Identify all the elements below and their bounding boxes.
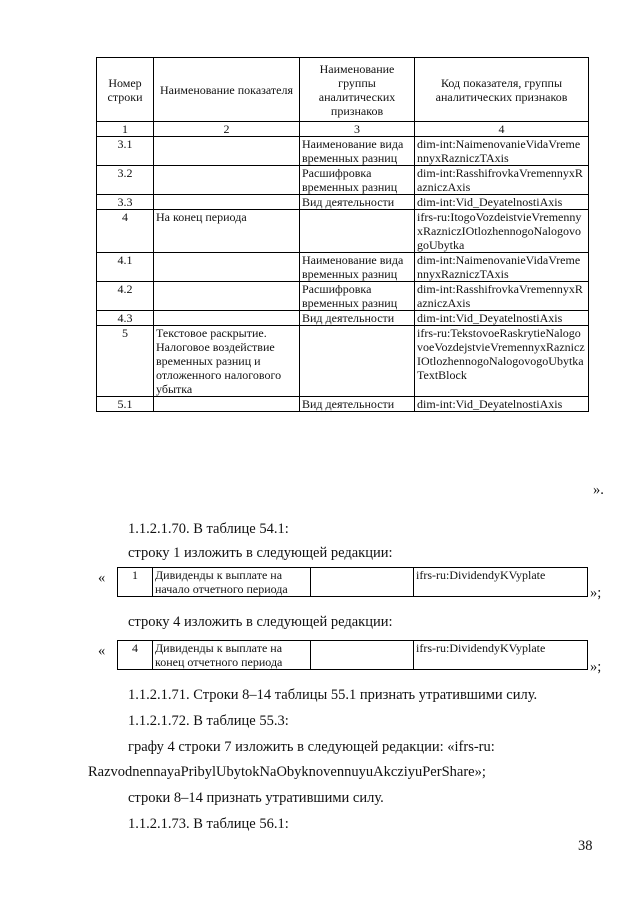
header-cell: Наименование показателя (154, 58, 300, 122)
column-number: 3 (300, 122, 415, 137)
replacement-row-1 (117, 567, 588, 597)
row-group (311, 568, 414, 597)
row-code: dim-int:Vid_DeyatelnostiAxis (415, 195, 589, 210)
row-name (154, 253, 300, 282)
table-row (97, 137, 589, 166)
closing-quote: ». (593, 482, 604, 498)
row-number: 5.1 (97, 397, 154, 412)
row-number: 4 (118, 641, 153, 670)
table-row (97, 210, 589, 253)
table-row (97, 326, 589, 397)
paragraph: 1.1.2.1.70. В таблице 54.1: (128, 521, 289, 537)
paragraph: RazvodnennayaPribylUbytokNaObyknovennuyuAkcziyuPerShare»; (88, 764, 486, 780)
opening-quote: « (98, 570, 106, 586)
row-number: 3.1 (97, 137, 154, 166)
table-row (97, 397, 589, 412)
row-code: dim-int:Vid_DeyatelnostiAxis (415, 311, 589, 326)
row-code: ifrs-ru:TekstovoeRaskrytieNalogovoeVozdejstvieVremennyxRazniczIOtlozhennogoNalogovogoUbytkaTextBlock (415, 326, 589, 397)
opening-quote: « (98, 643, 106, 659)
row-group: Расшифровка временных разниц (300, 166, 415, 195)
row-group: Наименование вида временных разниц (300, 137, 415, 166)
row-number: 4.3 (97, 311, 154, 326)
row-name: Дивиденды к выплате на начало отчетного периода (153, 568, 311, 597)
row-code: dim-int:RasshifrovkaVremennyxRazniczAxis (415, 282, 589, 311)
table-row (118, 641, 588, 670)
row-name (154, 311, 300, 326)
page-number: 38 (578, 838, 593, 854)
table-row (97, 253, 589, 282)
paragraph: строки 8–14 признать утратившими силу. (128, 790, 384, 806)
header-cell: Наименование группы аналитических признаков (300, 58, 415, 122)
row-name: Текстовое раскрытие. Налоговое воздействие временных разниц и отложенного налогового убытка (154, 326, 300, 397)
paragraph: 1.1.2.1.73. В таблице 56.1: (128, 816, 289, 832)
row-group (300, 326, 415, 397)
row-number: 4.2 (97, 282, 154, 311)
column-number-row (97, 122, 589, 137)
row-number: 3.3 (97, 195, 154, 210)
row-code: ifrs-ru:DividendyKVyplate (414, 641, 588, 670)
table-row (97, 166, 589, 195)
header-row (97, 58, 589, 122)
row-code: dim-int:NaimenovanieVidaVremennyxRazniczTAxis (415, 137, 589, 166)
header-cell: Код показателя, группы аналитических признаков (415, 58, 589, 122)
row-number: 4 (97, 210, 154, 253)
row-name (154, 397, 300, 412)
row-name: Дивиденды к выплате на конец отчетного периода (153, 641, 311, 670)
row-number: 3.2 (97, 166, 154, 195)
closing-quote: »; (590, 585, 602, 601)
paragraph: графу 4 строки 7 изложить в следующей редакции: «ifrs-ru: (128, 739, 495, 755)
row-code: dim-int:NaimenovanieVidaVremennyxRazniczTAxis (415, 253, 589, 282)
header-cell: Номер строки (97, 58, 154, 122)
column-number: 4 (415, 122, 589, 137)
row-code: ifrs-ru:DividendyKVyplate (414, 568, 588, 597)
row-number: 4.1 (97, 253, 154, 282)
row-code: dim-int:Vid_DeyatelnostiAxis (415, 397, 589, 412)
row-name: На конец периода (154, 210, 300, 253)
row-group: Вид деятельности (300, 195, 415, 210)
row-code: dim-int:RasshifrovkaVremennyxRazniczAxis (415, 166, 589, 195)
row-name (154, 195, 300, 210)
paragraph: строку 1 изложить в следующей редакции: (128, 545, 393, 561)
table-row (97, 311, 589, 326)
paragraph: 1.1.2.1.71. Строки 8–14 таблицы 55.1 признать утратившими силу. (128, 687, 538, 703)
row-group: Расшифровка временных разниц (300, 282, 415, 311)
table-row (97, 195, 589, 210)
paragraph: 1.1.2.1.72. В таблице 55.3: (128, 713, 289, 729)
row-number: 1 (118, 568, 153, 597)
row-code: ifrs-ru:ItogoVozdeistvieVremennyxRazniczIOtlozhennogoNalogovogoUbytka (415, 210, 589, 253)
closing-quote: »; (590, 659, 602, 675)
row-group (300, 210, 415, 253)
table-row (118, 568, 588, 597)
row-number: 5 (97, 326, 154, 397)
row-name (154, 282, 300, 311)
replacement-row-4 (117, 640, 588, 670)
row-name (154, 166, 300, 195)
table-row (97, 282, 589, 311)
row-group (311, 641, 414, 670)
paragraph: строку 4 изложить в следующей редакции: (128, 614, 393, 630)
row-group: Вид деятельности (300, 311, 415, 326)
column-number: 2 (154, 122, 300, 137)
main-table (96, 57, 589, 412)
row-group: Наименование вида временных разниц (300, 253, 415, 282)
row-name (154, 137, 300, 166)
row-group: Вид деятельности (300, 397, 415, 412)
column-number: 1 (97, 122, 154, 137)
